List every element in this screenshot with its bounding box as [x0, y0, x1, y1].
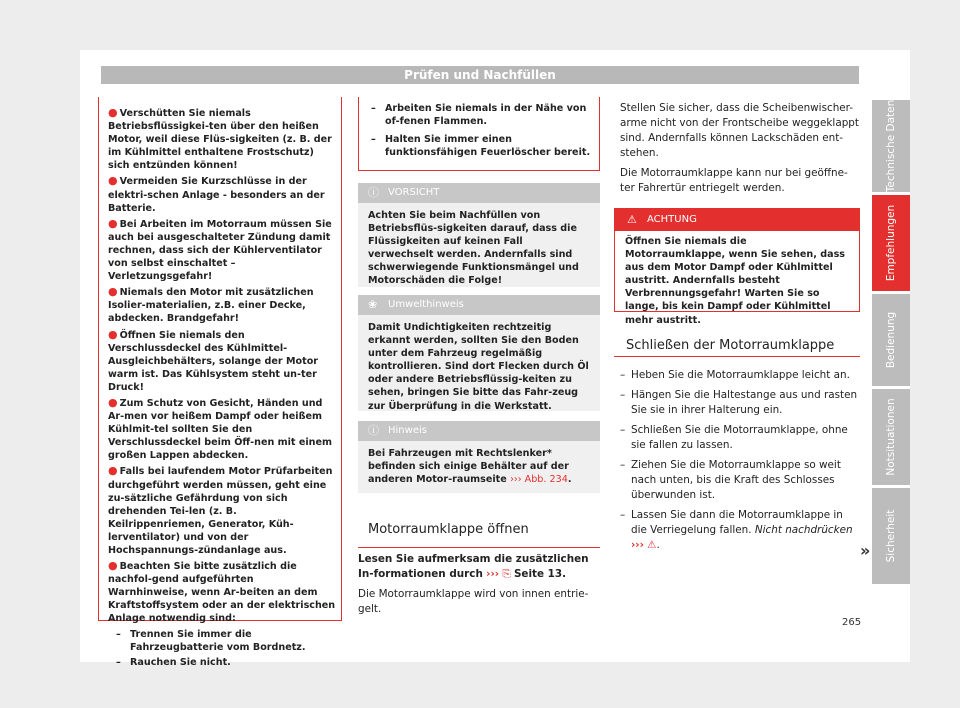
section-divider [614, 356, 860, 357]
do-not-press-note: Nicht nachdrücken [754, 524, 853, 536]
open-hood-intro: Lesen Sie aufmerksam die zusätzlichen In-formationen durch ››› ⎘ Seite 13. [358, 553, 589, 580]
book-icon: ⎘ [502, 568, 511, 580]
caution-box [358, 183, 600, 287]
warning-header: ⚠ ACHTUNG [615, 209, 859, 231]
warning-bullet: ● Falls bei laufendem Motor Prüfarbeiten durchgeführt werden müssen, geht eine zu-sätzliche Gefährdung von sich drehenden Tei-len (z. B. Keilrippenriemen, Generator, Küh-lerventilator) und von der Hochspannungs-zündanlage aus. [108, 464, 333, 556]
step-item: – Ziehen Sie die Motorraumklappe so weit nach unten, bis die Kraft des Schlosses überwunden ist. [620, 459, 841, 501]
col3-intro-paragraph: Die Motorraumklappe kann nur bei geöffne-ter Fahrertür entriegelt werden. [620, 167, 848, 194]
tab-sicherheit[interactable]: Sicherheit [872, 488, 910, 584]
warning-bullet: ● Verschütten Sie niemals Betriebsflüssigkei-ten über den heißen Motor, weil diese Flüs-sigkeiten (z. B. der im Kühlmittel enthaltene Frostschutz) sich entzünden können! [108, 106, 332, 172]
environment-note-header: ❀ Umwelthinweis [358, 295, 600, 315]
warning-bullet: ● Beachten Sie bitte zusätzlich die nachfol-gend aufgeführten Warnhinweise, wenn Ar-beiten an dem Kraftstoffsystem oder an der elektrischen Anlage notwendig sind: [108, 559, 336, 625]
environment-note-text: Damit Undichtigkeiten rechtzeitig erkannt werden, sollten Sie den Boden unter dem Fahrzeug regelmäßig kontrollieren. Sind dort Flecken durch Öl oder andere Betriebsflüssig-keiten zu sehen, bringen Sie bitte das Fahr-zeug zur Überprüfung in die Werkstatt. [358, 315, 600, 411]
warning-box [614, 208, 860, 326]
page-header: Prüfen und Nachfüllen [101, 66, 859, 84]
warning-bullet: ● Zum Schutz von Gesicht, Händen und Ar-men vor heißem Dampf oder heißem Kühlmit-tel sollten Sie den Verschlussdeckel beim Öff-nen mit einem großen Lappen abdecken. [108, 395, 332, 462]
tab-empfehlungen[interactable]: Empfehlungen [872, 195, 910, 291]
figure-link[interactable]: ››› Abb. 234 [510, 474, 568, 486]
page-number: 265 [842, 617, 862, 628]
step-item: – Schließen Sie die Motorraumklappe, ohne sie fallen zu lassen. [620, 424, 848, 451]
warning-triangle-icon: ⚠ [627, 213, 637, 226]
note-text: Bei Fahrzeugen mit Rechtslenker* befinden sich einige Behälter auf der anderen Motor-raumseite ››› Abb. 234. [358, 441, 600, 493]
tab-notsituationen[interactable]: Notsituationen [872, 389, 910, 485]
warning-triangle-icon[interactable]: ⚠ [647, 539, 657, 551]
note-i-icon: ⓘ [368, 424, 379, 437]
warning-bullet: ● Niemals den Motor mit zusätzlichen Isolier-materialien, z.B. einer Decke, abdecken. Brandgefahr! [108, 285, 314, 325]
caution-header: ⓘ VORSICHT [358, 183, 600, 203]
reference-arrows: ››› [486, 568, 500, 580]
step-item: – Lassen Sie dann die Motorraumklappe in die Verriegelung fallen. Nicht nachdrücken ››› ⚠. [620, 509, 853, 551]
caution-text: Achten Sie beim Nachfüllen von Betriebsflüs-sigkeiten darauf, dass die Flüssigkeiten auf keinen Fall verwechselt werden. Andernfalls sind schwerwiegende Funktionsmängel und Motorschäden die Folge! [358, 203, 600, 287]
environment-flower-icon: ❀ [368, 298, 378, 311]
warning-box-continued-2 [358, 97, 600, 171]
warning-bullet: ● Öffnen Sie niemals den Verschlussdeckel des Kühlmittel-Ausgleichbehälters, solange der Motor warm ist. Das Kühlsystem steht un-ter Druck! [108, 327, 319, 393]
environment-note-box [358, 295, 600, 411]
section-title-close-hood: Schließen der Motorraumklappe [626, 338, 835, 353]
warning-subitem: – Arbeiten Sie niemals in der Nähe von of-fenen Flammen. [371, 103, 587, 128]
warning-bullet-list [108, 106, 336, 669]
note-header: ⓘ Hinweis [358, 421, 600, 441]
tab-bedienung[interactable]: Bedienung [872, 294, 910, 386]
warning-subitem: – Halten Sie immer einen funktionsfähigen Feuerlöscher bereit. [371, 134, 591, 159]
warning-bullet: ● Vermeiden Sie Kurzschlüsse in der elektri-schen Anlage - besonders an der Batterie. [108, 174, 325, 214]
step-item: – Hängen Sie die Haltestange aus und rasten Sie sie in ihrer Halterung ein. [620, 389, 858, 416]
col3-intro-paragraph: Stellen Sie sicher, dass die Scheibenwischer-arme nicht von der Frontscheibe weggeklappt sind. Andernfalls können Lackschäden ent-stehen. [620, 102, 859, 159]
warning-subitem: – Trennen Sie immer die Fahrzeugbatterie vom Bordnetz. [116, 628, 306, 653]
open-hood-text: Die Motorraumklappe wird von innen entrie-gelt. [358, 588, 589, 615]
warning-text: Öffnen Sie niemals die Motorraumklappe, wenn Sie sehen, dass aus dem Motor Dampf oder Kühlmittel austritt. Andernfalls besteht Verbrennungsgefahr! Warten Sie so lange, bis kein Dampf oder Kühlmittel mehr austritt. [625, 236, 845, 326]
section-title-open-hood: Motorraumklappe öffnen [368, 522, 529, 537]
page-reference[interactable]: Seite 13. [513, 568, 567, 580]
close-hood-steps [620, 368, 860, 558]
warning-subitem: – Rauchen Sie nicht. [116, 656, 231, 668]
info-circle-icon: ⓘ [368, 186, 379, 199]
reference-arrows: ››› [631, 539, 644, 551]
note-box [358, 421, 600, 493]
warning-bullet: ● Bei Arbeiten im Motorraum müssen Sie auch bei ausgeschalteter Zündung damit rechnen, dass sich der Kühlerventilator von selbst einschaltet – Verletzungsgefahr! [108, 216, 332, 283]
step-item: – Heben Sie die Motorraumklappe leicht an. [620, 369, 850, 381]
section-divider [358, 547, 600, 548]
tab-technische-daten[interactable]: Technische Daten [872, 100, 910, 192]
continue-arrow-icon: » [860, 541, 871, 560]
